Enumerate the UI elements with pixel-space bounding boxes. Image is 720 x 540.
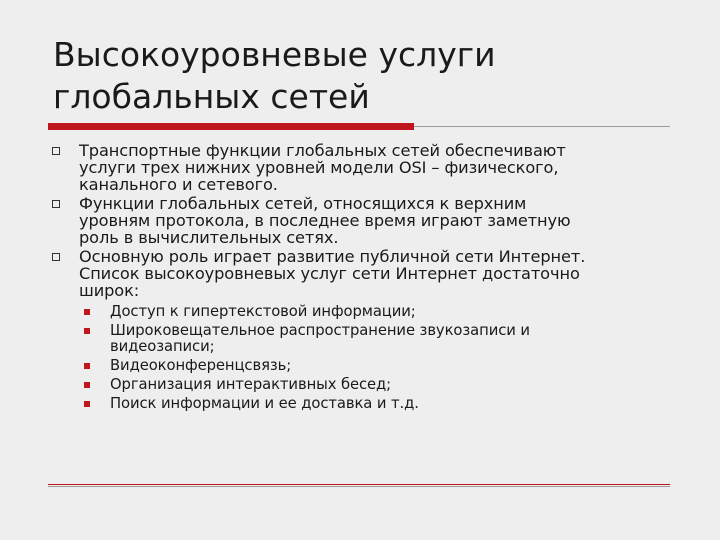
sub-bullet-item-4 xyxy=(84,377,677,393)
bullet-text-line: широк: xyxy=(79,281,140,300)
sub-bullet-list xyxy=(79,304,677,412)
bullet-text-line: Основную роль играет развитие публичной сети Интернет. xyxy=(79,247,586,266)
bullet-item-1 xyxy=(52,142,677,193)
slide-title xyxy=(53,34,673,118)
red-square-bullet-icon xyxy=(84,401,90,407)
title-accent-bar xyxy=(48,123,414,130)
footer-accent-line xyxy=(48,484,670,485)
slide-content xyxy=(52,142,677,415)
sub-bullet-item-2 xyxy=(84,323,677,355)
sub-bullet-text-line: Организация интерактивных бесед; xyxy=(110,376,392,393)
sub-bullet-text-line: Видеоконференцсвязь; xyxy=(110,357,292,374)
bullet-text-line: Транспортные функции глобальных сетей обеспечивают xyxy=(79,141,566,160)
sub-bullet-text-line: Поиск информации и ее доставка и т.д. xyxy=(110,395,419,412)
bullet-text-line: услуги трех нижних уровней модели OSI – физического, xyxy=(79,158,559,177)
red-square-bullet-icon xyxy=(84,328,90,334)
bullet-text-line: роль в вычислительных сетях. xyxy=(79,228,339,247)
red-square-bullet-icon xyxy=(84,309,90,315)
red-square-bullet-icon xyxy=(84,382,90,388)
bullet-text-line: канального и сетевого. xyxy=(79,175,278,194)
red-square-bullet-icon xyxy=(84,363,90,369)
hollow-square-bullet-icon xyxy=(52,253,60,261)
bullet-item-3 xyxy=(52,248,677,412)
bullet-text-line: Функции глобальных сетей, относящихся к верхним xyxy=(79,194,527,213)
sub-bullet-item-1 xyxy=(84,304,677,320)
slide-title-line-1: Высокоуровневые услуги xyxy=(53,35,496,74)
title-divider-line xyxy=(414,126,670,127)
sub-bullet-text-line: Доступ к гипертекстовой информации; xyxy=(110,303,416,320)
hollow-square-bullet-icon xyxy=(52,200,60,208)
sub-bullet-text-line: видеозаписи; xyxy=(110,338,215,355)
sub-bullet-text-line: Широковещательное распространение звукозаписи и xyxy=(110,322,530,339)
bullet-item-2 xyxy=(52,195,677,246)
bullet-text-line: Список высокоуровневых услуг сети Интернет достаточно xyxy=(79,264,580,283)
hollow-square-bullet-icon xyxy=(52,147,60,155)
footer-divider-line xyxy=(48,486,670,487)
bullet-text-line: уровням протокола, в последнее время играют заметную xyxy=(79,211,571,230)
slide-title-line-2: глобальных сетей xyxy=(53,77,370,116)
sub-bullet-item-3 xyxy=(84,358,677,374)
sub-bullet-item-5 xyxy=(84,396,677,412)
bullet-list xyxy=(52,142,677,412)
